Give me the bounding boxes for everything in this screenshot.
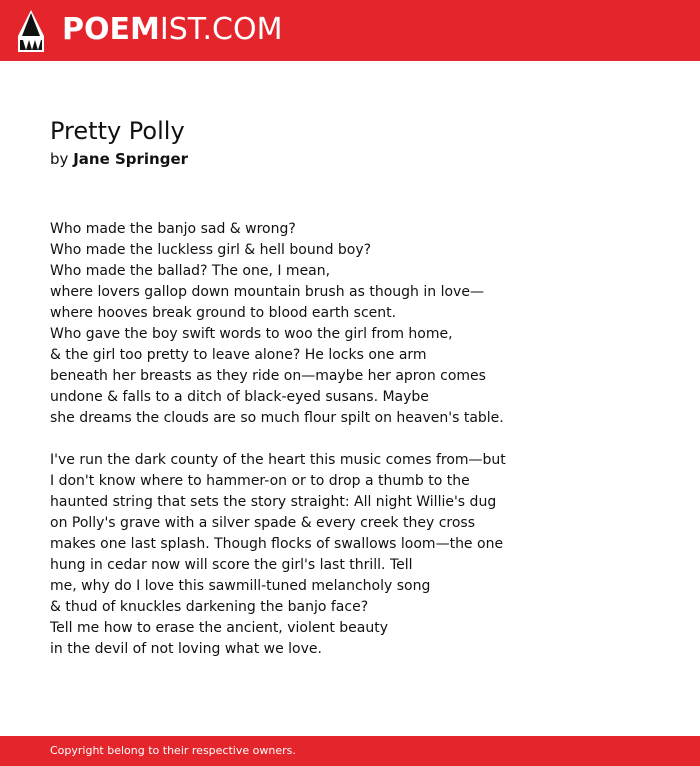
poem-line: makes one last splash. Though flocks of swallows loom—the one — [50, 536, 504, 552]
poem-line: & the girl too pretty to leave alone? He locks one arm — [50, 347, 427, 363]
by-label: by — [50, 150, 69, 168]
site-logo[interactable] — [62, 12, 282, 48]
stanza-break — [50, 429, 670, 450]
pencil-tip-icon — [18, 10, 44, 52]
stanza-2 — [50, 450, 670, 660]
poem-line: undone & falls to a ditch of black-eyed susans. Maybe — [50, 389, 429, 405]
poem-line: Who made the ballad? The one, I mean, — [50, 263, 331, 279]
poem-line: where hooves break ground to blood earth scent. — [50, 305, 397, 321]
poem-author: Jane Springer — [73, 150, 189, 168]
poem-line: in the devil of not loving what we love. — [50, 641, 322, 657]
logo-text-bold: POEM — [62, 12, 160, 47]
poem-line: me, why do I love this sawmill-tuned melancholy song — [50, 578, 431, 594]
poem-title: Pretty Polly — [50, 117, 185, 145]
poem-body — [50, 219, 670, 660]
poem-byline — [50, 149, 188, 169]
poem-line: I've run the dark county of the heart this music comes from—but — [50, 452, 506, 468]
poem-line: on Polly's grave with a silver spade & every creek they cross — [50, 515, 476, 531]
stanza-1 — [50, 219, 670, 429]
site-header — [0, 0, 700, 61]
site-footer — [0, 736, 700, 766]
poem-line: Who made the banjo sad & wrong? — [50, 221, 296, 237]
poem-line: where lovers gallop down mountain brush as though in love— — [50, 284, 484, 300]
poem-line: she dreams the clouds are so much flour spilt on heaven's table. — [50, 410, 504, 426]
poem-line: Tell me how to erase the ancient, violent beauty — [50, 620, 388, 636]
copyright-notice: Copyright belong to their respective owners. — [50, 744, 296, 757]
poem-line: beneath her breasts as they ride on—maybe her apron comes — [50, 368, 486, 384]
poem-line: haunted string that sets the story straight: All night Willie's dug — [50, 494, 497, 510]
poem-line: & thud of knuckles darkening the banjo face? — [50, 599, 369, 615]
poem-line: Who made the luckless girl & hell bound boy? — [50, 242, 372, 258]
logo-text-light: IST.COM — [159, 12, 283, 47]
poem-line: I don't know where to hammer-on or to drop a thumb to the — [50, 473, 470, 489]
poem-line: Who gave the boy swift words to woo the girl from home, — [50, 326, 453, 342]
poem-line: hung in cedar now will score the girl's last thrill. Tell — [50, 557, 413, 573]
